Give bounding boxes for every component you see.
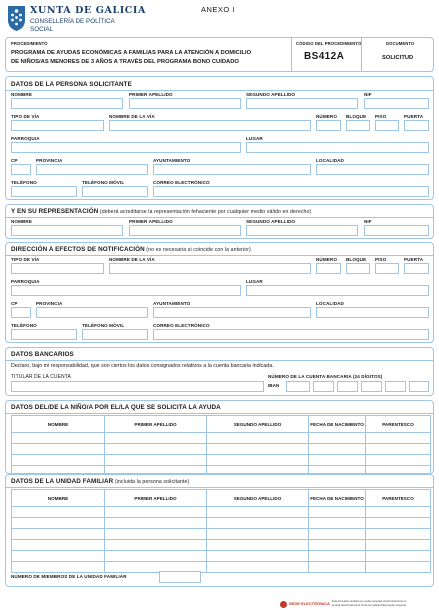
code-label: CÓDIGO DEL PROCEDIMIENTO xyxy=(296,41,362,46)
table-cell[interactable] xyxy=(105,433,207,444)
notification-note: (no es necesaria si coincide con la anterior) xyxy=(144,247,251,253)
label-tipo-via: TIPO DE VÍA xyxy=(11,114,40,119)
table-cell[interactable] xyxy=(309,444,366,455)
input-rep-segundo-apellido[interactable] xyxy=(246,225,358,236)
input-rep-nombre[interactable] xyxy=(11,225,123,236)
label-not-parroquia: PARROQUIA xyxy=(11,279,40,284)
input-primer-apellido[interactable] xyxy=(129,98,241,109)
logo-line-1: CONSELLERÍA DE POLÍTICA xyxy=(30,18,115,25)
input-not-nombre-via[interactable] xyxy=(109,263,311,274)
input-nombre-via[interactable] xyxy=(109,120,311,131)
label-not-provincia: PROVINCIA xyxy=(36,301,63,306)
label-rep-nombre: NOMBRE xyxy=(11,219,33,224)
input-not-lugar[interactable] xyxy=(246,285,429,296)
table-cell[interactable] xyxy=(309,540,366,551)
label-rep-segundo-apellido: SEGUNDO APELLIDO xyxy=(246,219,296,224)
label-localidad: LOCALIDAD xyxy=(316,158,344,163)
bank-declaration: Declaro, bajo mi responsabilidad, que son ciertos los datos consignados relativos a la cuenta bancaria indicada. xyxy=(11,363,274,369)
table-cell[interactable] xyxy=(309,562,366,573)
table-row xyxy=(12,540,431,551)
document-value: SOLICITUD xyxy=(382,55,414,61)
table-cell[interactable] xyxy=(309,529,366,540)
table-cell[interactable] xyxy=(366,433,431,444)
label-nif: NIF xyxy=(364,92,372,97)
table-cell[interactable] xyxy=(105,444,207,455)
sede-icon xyxy=(280,601,287,608)
representative-section xyxy=(5,204,434,239)
family-table xyxy=(11,489,431,573)
input-numero[interactable] xyxy=(316,120,341,131)
input-telefono[interactable] xyxy=(11,186,77,197)
procedure-box xyxy=(5,37,434,72)
label-nombre: NOMBRE xyxy=(11,92,33,97)
family-note: (incluida la persona solicitante) xyxy=(113,479,190,485)
input-not-correo[interactable] xyxy=(153,329,429,340)
representative-note: (deberá acreditarse la representación fehaciente por cualquier medio válido en derecho) xyxy=(98,209,312,215)
child-col-nombre: NOMBRE xyxy=(12,416,105,433)
table-cell[interactable] xyxy=(207,540,309,551)
footer-note-1: Este formulario también se puede presentar electrónicamente en xyxy=(332,600,407,603)
table-cell[interactable] xyxy=(105,518,207,529)
input-not-tipo-via[interactable] xyxy=(11,263,104,274)
input-not-piso[interactable] xyxy=(375,263,399,274)
family-col-fecha: FECHA DE NACIMIENTO xyxy=(309,490,366,507)
table-cell[interactable] xyxy=(12,562,105,573)
logo-line-2: SOCIAL xyxy=(30,26,54,33)
label-telefono: TELÉFONO xyxy=(11,180,37,185)
label-not-ayuntamiento: AYUNTAMIENTO xyxy=(153,301,191,306)
label-puerta: PUERTA xyxy=(404,114,424,119)
label-rep-primer-apellido: PRIMER APELLIDO xyxy=(129,219,173,224)
input-not-telefono-movil[interactable] xyxy=(82,329,148,340)
label-not-bloque: BLOQUE xyxy=(346,257,367,262)
label-not-cp: CP xyxy=(11,301,18,306)
representative-title-text: Y EN SU REPRESENTACIÓN xyxy=(11,208,99,215)
label-not-tipo-via: TIPO DE VÍA xyxy=(11,257,40,262)
procedure-text-1: PROGRAMA DE AYUDAS ECONÓMICAS A FAMILIAS PARA LA ATENCIÓN A DOMICILIO xyxy=(11,50,252,56)
input-localidad[interactable] xyxy=(316,164,429,175)
label-not-telefono-movil: TELÉFONO MÓVIL xyxy=(82,323,125,328)
label-ayuntamiento: AYUNTAMIENTO xyxy=(153,158,191,163)
child-table xyxy=(11,415,431,477)
table-cell[interactable] xyxy=(366,562,431,573)
footer xyxy=(280,600,435,612)
table-cell[interactable] xyxy=(366,540,431,551)
label-correo: CORREO ELECTRÓNICO xyxy=(153,180,210,185)
label-nombre-via: NOMBRE DE LA VÍA xyxy=(109,114,155,119)
logo-title: XUNTA DE GALICIA xyxy=(30,5,146,16)
input-lugar[interactable] xyxy=(246,142,429,153)
label-primer-apellido: PRIMER APELLIDO xyxy=(129,92,173,97)
sede-label: SEDE ELECTRÓNICA xyxy=(289,601,330,606)
input-segundo-apellido[interactable] xyxy=(246,98,358,109)
child-col-fecha: FECHA DE NACIMIENTO xyxy=(309,416,366,433)
notification-title-text: DIRECCIÓN A EFECTOS DE NOTIFICACIÓN xyxy=(11,246,145,253)
family-col-parentesco: PARENTESCO xyxy=(366,490,431,507)
table-cell[interactable] xyxy=(207,455,309,466)
table-cell[interactable] xyxy=(12,433,105,444)
table-cell[interactable] xyxy=(309,507,366,518)
table-cell[interactable] xyxy=(309,433,366,444)
table-row xyxy=(12,529,431,540)
input-not-cp[interactable] xyxy=(11,307,31,318)
input-not-bloque[interactable] xyxy=(346,263,370,274)
input-rep-nif[interactable] xyxy=(364,225,429,236)
table-row xyxy=(12,507,431,518)
input-dc[interactable] xyxy=(361,381,382,392)
child-col-segundo-apellido: SEGUNDO APELLIDO xyxy=(207,416,309,433)
table-cell[interactable] xyxy=(105,507,207,518)
input-piso[interactable] xyxy=(375,120,399,131)
family-col-nombre: NOMBRE xyxy=(12,490,105,507)
xunta-emblem-icon xyxy=(6,4,27,32)
procedure-label: PROCEDIMIENTO xyxy=(11,41,48,46)
family-col-segundo-apellido: SEGUNDO APELLIDO xyxy=(207,490,309,507)
table-cell[interactable] xyxy=(366,551,431,562)
input-rep-primer-apellido[interactable] xyxy=(129,225,241,236)
label-not-lugar: LUGAR xyxy=(246,279,263,284)
table-cell[interactable] xyxy=(309,551,366,562)
input-tipo-via[interactable] xyxy=(11,120,104,131)
table-cell[interactable] xyxy=(12,455,105,466)
table-cell[interactable] xyxy=(207,518,309,529)
document-label: DOCUMENTO xyxy=(386,41,415,46)
label-rep-nif: NIF xyxy=(364,219,372,224)
table-cell[interactable] xyxy=(12,444,105,455)
child-title: DATOS DEL/DE LA NIÑO/A POR EL/LA QUE SE SOLICITA LA AYUDA xyxy=(11,404,221,411)
annex-label: ANEXO I xyxy=(201,5,235,14)
input-not-parroquia[interactable] xyxy=(11,285,241,296)
input-cuenta-2[interactable] xyxy=(409,381,429,392)
family-section xyxy=(5,474,434,587)
input-not-ayuntamiento[interactable] xyxy=(153,307,311,318)
child-col-primer-apellido: PRIMER APELLIDO xyxy=(105,416,207,433)
table-cell[interactable] xyxy=(207,529,309,540)
input-titular[interactable] xyxy=(11,381,264,392)
procedure-text-2: DE NIÑOS/AS MENORES DE 3 AÑOS A TRAVÉS DEL PROGRAMA BONO CUIDADO xyxy=(11,59,239,65)
label-not-piso: PISO xyxy=(375,257,387,262)
procedure-code: BS412A xyxy=(304,51,345,62)
input-not-localidad[interactable] xyxy=(316,307,429,318)
applicant-section xyxy=(5,76,434,200)
input-not-provincia[interactable] xyxy=(36,307,148,318)
table-cell[interactable] xyxy=(12,540,105,551)
input-provincia[interactable] xyxy=(36,164,148,175)
input-entidad[interactable] xyxy=(313,381,334,392)
representative-title xyxy=(11,208,311,215)
input-correo[interactable] xyxy=(153,186,429,197)
label-titular: TITULAR DE LA CUENTA xyxy=(11,374,71,380)
label-not-puerta: PUERTA xyxy=(404,257,424,262)
child-col-parentesco: PARENTESCO xyxy=(366,416,431,433)
label-segundo-apellido: SEGUNDO APELLIDO xyxy=(246,92,296,97)
table-row xyxy=(12,455,431,466)
bank-section xyxy=(5,347,434,396)
input-ayuntamiento[interactable] xyxy=(153,164,311,175)
table-cell[interactable] xyxy=(12,507,105,518)
table-row xyxy=(12,551,431,562)
table-cell[interactable] xyxy=(207,551,309,562)
child-section xyxy=(5,400,434,474)
table-cell[interactable] xyxy=(366,507,431,518)
bank-title: DATOS BANCARIOS xyxy=(11,351,74,358)
input-not-numero[interactable] xyxy=(316,263,341,274)
label-telefono-movil: TELÉFONO MÓVIL xyxy=(82,180,125,185)
table-cell[interactable] xyxy=(366,455,431,466)
table-cell[interactable] xyxy=(366,444,431,455)
table-cell[interactable] xyxy=(309,518,366,529)
table-cell[interactable] xyxy=(366,518,431,529)
input-bloque[interactable] xyxy=(346,120,370,131)
table-cell[interactable] xyxy=(366,529,431,540)
label-not-nombre-via: NOMBRE DE LA VÍA xyxy=(109,257,155,262)
table-row xyxy=(12,562,431,573)
input-telefono-movil[interactable] xyxy=(82,186,148,197)
input-puerta[interactable] xyxy=(404,120,429,131)
table-cell[interactable] xyxy=(207,433,309,444)
input-cp[interactable] xyxy=(11,164,31,175)
table-cell[interactable] xyxy=(105,455,207,466)
table-cell[interactable] xyxy=(105,529,207,540)
label-piso: PISO xyxy=(375,114,387,119)
table-cell[interactable] xyxy=(105,540,207,551)
table-cell[interactable] xyxy=(207,562,309,573)
notification-title xyxy=(11,246,251,253)
label-cp: CP xyxy=(11,158,18,163)
label-not-localidad: LOCALIDAD xyxy=(316,301,344,306)
label-provincia: PROVINCIA xyxy=(36,158,63,163)
input-nombre[interactable] xyxy=(11,98,123,109)
table-cell[interactable] xyxy=(105,551,207,562)
table-row xyxy=(12,518,431,529)
label-numero: NÚMERO xyxy=(316,114,338,119)
label-account: NÚMERO DE LA CUENTA BANCARIA (24 DÍGITOS) xyxy=(268,374,383,379)
applicant-title: DATOS DE LA PERSONA SOLICITANTE xyxy=(11,81,132,88)
footer-note-2: la sede electrónica de la Xunta de Galicia (https://sede.xunta.es) xyxy=(332,604,407,607)
table-cell[interactable] xyxy=(207,444,309,455)
input-iban[interactable] xyxy=(286,381,310,392)
input-not-puerta[interactable] xyxy=(404,263,429,274)
table-row xyxy=(12,433,431,444)
table-cell[interactable] xyxy=(12,518,105,529)
table-row xyxy=(12,444,431,455)
label-not-correo: CORREO ELECTRÓNICO xyxy=(153,323,210,328)
iban-label: IBAN xyxy=(268,383,280,388)
input-parroquia[interactable] xyxy=(11,142,241,153)
input-cuenta-1[interactable] xyxy=(385,381,406,392)
label-bloque: BLOQUE xyxy=(346,114,367,119)
family-col-primer-apellido: PRIMER APELLIDO xyxy=(105,490,207,507)
label-members: NÚMERO DE MIEMBROS DE LA UNIDAD FAMILIAR xyxy=(11,574,127,579)
notification-section xyxy=(5,242,434,343)
table-cell[interactable] xyxy=(207,507,309,518)
input-nif[interactable] xyxy=(364,98,429,109)
label-not-numero: NÚMERO xyxy=(316,257,338,262)
table-cell[interactable] xyxy=(12,551,105,562)
label-not-telefono: TELÉFONO xyxy=(11,323,37,328)
label-lugar: LUGAR xyxy=(246,136,263,141)
input-not-telefono[interactable] xyxy=(11,329,77,340)
family-title-text: DATOS DE LA UNIDAD FAMILIAR xyxy=(11,478,114,485)
table-cell[interactable] xyxy=(12,529,105,540)
table-cell[interactable] xyxy=(309,455,366,466)
input-members[interactable] xyxy=(159,571,201,583)
label-parroquia: PARROQUIA xyxy=(11,136,40,141)
xunta-logo xyxy=(6,4,156,36)
family-title xyxy=(11,478,189,485)
input-oficina[interactable] xyxy=(337,381,358,392)
